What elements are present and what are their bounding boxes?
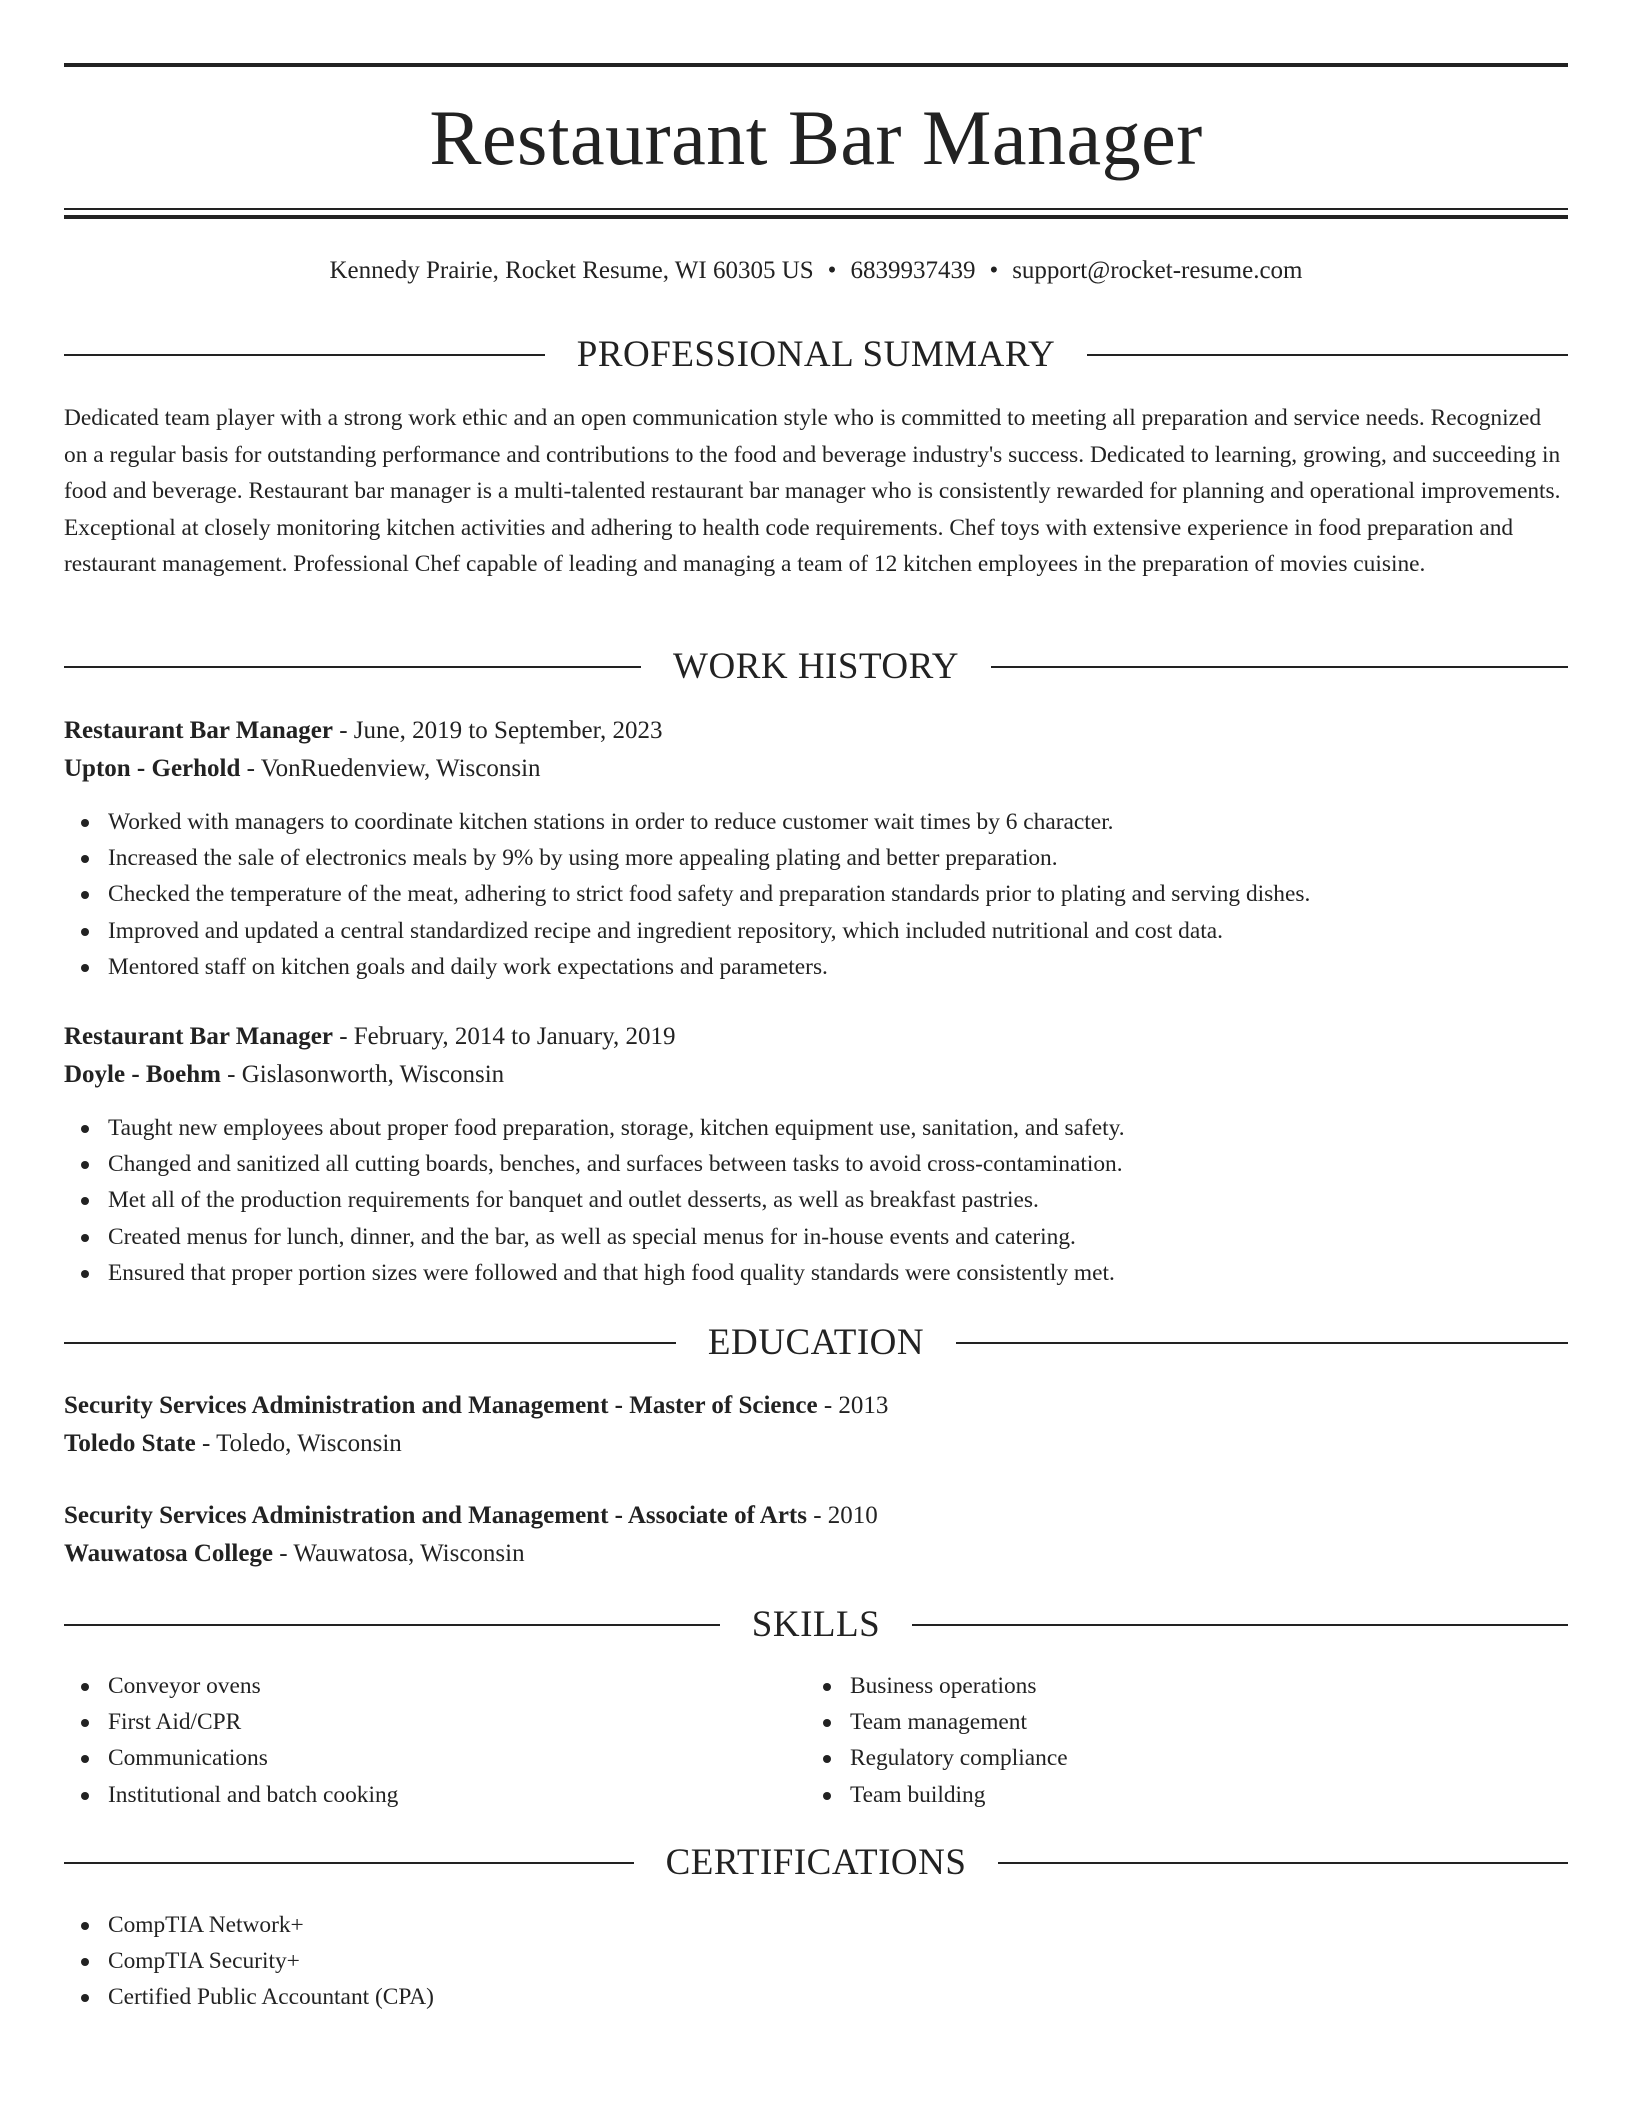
job-company-line <box>64 750 1568 788</box>
list-item: Communications <box>64 1740 764 1776</box>
school: Toledo State <box>64 1430 196 1457</box>
job-bullets <box>64 1110 1568 1291</box>
contact-email: support@rocket-resume.com <box>1012 257 1303 284</box>
education-entry <box>64 1387 1568 1463</box>
resume-title: Restaurant Bar Manager <box>429 94 1203 181</box>
certifications-block <box>64 1907 1568 2016</box>
degree-line <box>64 1497 1568 1535</box>
job-title-line <box>64 712 1568 750</box>
degree: Security Services Administration and Management - Master of Science <box>64 1392 818 1419</box>
school: Wauwatosa College <box>64 1540 274 1567</box>
skills-column-right <box>806 1668 1506 1813</box>
degree-year: - 2010 <box>806 1502 878 1529</box>
heading-rule <box>64 354 545 356</box>
section-heading-label: SKILLS <box>751 1604 881 1645</box>
list-item: First Aid/CPR <box>64 1704 764 1740</box>
contact-separator: • <box>989 257 999 284</box>
list-item: Certified Public Accountant (CPA) <box>64 1979 1568 2015</box>
list-item: Met all of the production requirements for banquet and outlet desserts, as well as breakfast pastries. <box>64 1182 1568 1218</box>
contact-phone: 6839937439 <box>850 257 976 284</box>
job-company: Doyle - Boehm <box>64 1061 221 1088</box>
list-item: Regulatory compliance <box>806 1740 1506 1776</box>
skills-list <box>64 1668 764 1813</box>
school-line <box>64 1425 1568 1463</box>
list-item: Ensured that proper portion sizes were followed and that high food quality standards were consistently met. <box>64 1255 1568 1291</box>
list-item: Worked with managers to coordinate kitchen stations in order to reduce customer wait times by 6 character. <box>64 804 1568 840</box>
heading-rule <box>956 1342 1568 1344</box>
heading-rule <box>1087 354 1568 356</box>
header-top-rule <box>64 63 1568 67</box>
list-item: Increased the sale of electronics meals by 9% by using more appealing plating and better preparation. <box>64 840 1568 876</box>
job-title: Restaurant Bar Manager <box>64 717 333 744</box>
section-heading-certifications <box>64 1839 1568 1887</box>
school-line <box>64 1535 1568 1573</box>
section-heading-label: EDUCATION <box>707 1322 925 1363</box>
job-dates: - June, 2019 to September, 2023 <box>332 717 663 744</box>
heading-rule <box>998 1862 1568 1864</box>
education-entry <box>64 1497 1568 1573</box>
job-entry <box>64 1018 1568 1291</box>
job-title-line <box>64 1018 1568 1056</box>
contact-separator: • <box>827 257 837 284</box>
list-item: Taught new employees about proper food preparation, storage, kitchen equipment use, sanitation, and safety. <box>64 1110 1568 1146</box>
list-item: Mentored staff on kitchen goals and daily work expectations and parameters. <box>64 949 1568 985</box>
section-heading-label: CERTIFICATIONS <box>665 1842 967 1883</box>
summary-text: Dedicated team player with a strong work ethic and an open communication style who is committed to meeting all preparation and service needs. Recognized on a regular basis for outstanding performance and contributions to the food and beverage industry's success. Dedicated to learning, growing, and succeeding in food and beverage. Restaurant bar manager is a multi-talented restaurant bar manager who is consistently rewarded for planning and operational improvements. Exceptional at closely monitoring kitchen activities and adhering to health code requirements. Chef toys with extensive experience in food preparation and restaurant management. Professional Chef capable of leading and managing a team of 12 kitchen employees in the preparation of movies cuisine. <box>64 405 1561 578</box>
job-title: Restaurant Bar Manager <box>64 1023 333 1050</box>
section-heading-label: PROFESSIONAL SUMMARY <box>576 334 1056 375</box>
job-location: - Gislasonworth, Wisconsin <box>220 1061 505 1088</box>
contact-address: Kennedy Prairie, Rocket Resume, WI 60305 US <box>329 257 814 284</box>
heading-rule <box>64 1862 634 1864</box>
list-item: Improved and updated a central standardized recipe and ingredient repository, which included nutritional and cost data. <box>64 913 1568 949</box>
heading-rule <box>64 666 641 668</box>
school-location: - Wauwatosa, Wisconsin <box>273 1540 525 1567</box>
certifications-list <box>64 1907 1568 2016</box>
section-heading-skills <box>64 1601 1568 1649</box>
job-entry <box>64 712 1568 985</box>
section-heading-summary <box>64 331 1568 379</box>
section-heading-education <box>64 1319 1568 1367</box>
job-company-line <box>64 1056 1568 1094</box>
degree: Security Services Administration and Management - Associate of Arts <box>64 1502 807 1529</box>
list-item: Team building <box>806 1777 1506 1813</box>
section-heading-label: WORK HISTORY <box>673 646 959 687</box>
list-item: Institutional and batch cooking <box>64 1777 764 1813</box>
job-company: Upton - Gerhold <box>64 755 241 782</box>
list-item: Business operations <box>806 1668 1506 1704</box>
list-item: Team management <box>806 1704 1506 1740</box>
job-dates: - February, 2014 to January, 2019 <box>332 1023 676 1050</box>
skills-column-left <box>64 1668 764 1813</box>
heading-rule <box>912 1624 1568 1626</box>
header-double-rule-thick <box>64 215 1568 219</box>
heading-rule <box>64 1624 720 1626</box>
degree-line <box>64 1387 1568 1425</box>
heading-rule <box>991 666 1568 668</box>
section-heading-work-history <box>64 643 1568 691</box>
skills-list <box>806 1668 1506 1813</box>
list-item: CompTIA Security+ <box>64 1943 1568 1979</box>
school-location: - Toledo, Wisconsin <box>195 1430 402 1457</box>
header-double-rule-thin <box>64 208 1568 210</box>
degree-year: - 2013 <box>817 1392 889 1419</box>
list-item: Changed and sanitized all cutting boards, benches, and surfaces between tasks to avoid cross-contamination. <box>64 1146 1568 1182</box>
heading-rule <box>64 1342 676 1344</box>
list-item: Checked the temperature of the meat, adhering to strict food safety and preparation standards prior to plating and serving dishes. <box>64 876 1568 912</box>
list-item: Created menus for lunch, dinner, and the bar, as well as special menus for in-house events and catering. <box>64 1219 1568 1255</box>
list-item: CompTIA Network+ <box>64 1907 1568 1943</box>
job-bullets <box>64 804 1568 985</box>
contact-line <box>64 254 1568 288</box>
list-item: Conveyor ovens <box>64 1668 764 1704</box>
job-location: - VonRuedenview, Wisconsin <box>240 755 541 782</box>
